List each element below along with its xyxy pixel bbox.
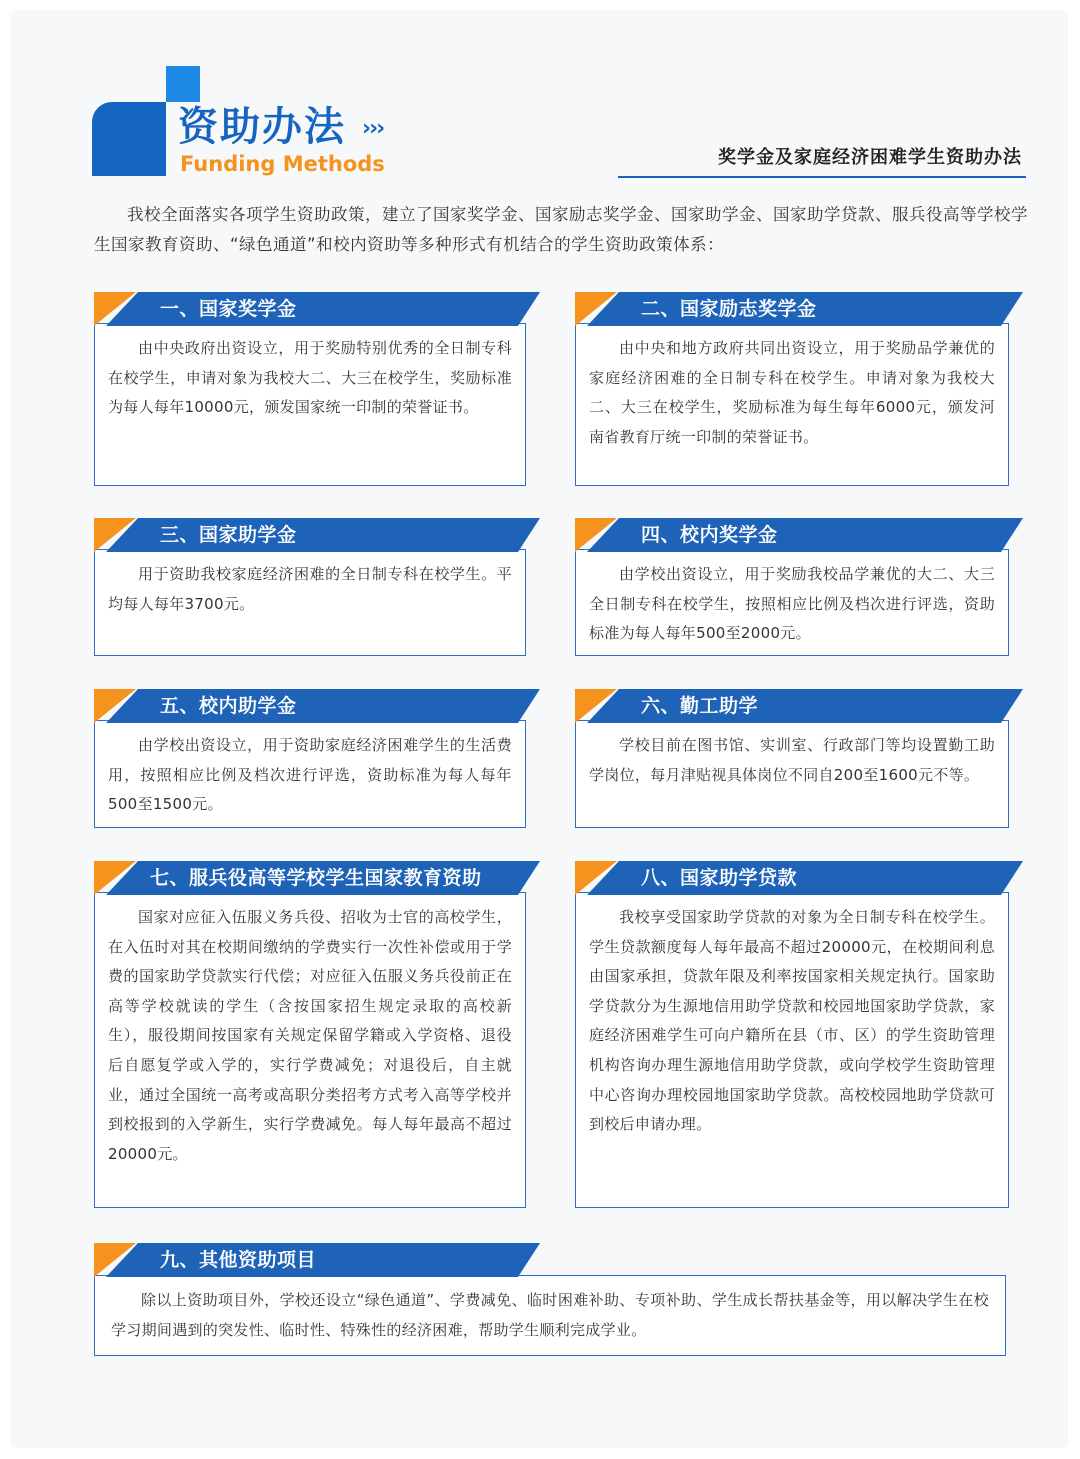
section-text: 学校目前在图书馆、实训室、行政部门等均设置勤工助学岗位，每月津贴视具体岗位不同自200至1600元不等。	[589, 736, 995, 784]
section-text: 由学校出资设立，用于资助家庭经济困难学生的生活费用，按照相应比例及档次进行评选，资助标准为每人每年500至1500元。	[108, 736, 512, 814]
section-title: 二、国家励志奖学金	[641, 298, 817, 320]
section-card	[575, 689, 1023, 828]
section-card	[94, 292, 540, 486]
section-body	[575, 323, 1009, 486]
section-text: 国家对应征入伍服义务兵役、招收为士官的高校学生，在入伍时对其在校期间缴纳的学费实行一次性补偿或用于学费的国家助学贷款实行代偿；对应征入伍服义务兵役前正在高等学校就读的学生（含按国家招生规定录取的高校新生），服役期间按国家有关规定保留学籍或入学资格、退役后自愿复学或入学的，实行学费减免；对退役后，自主就业，通过全国统一高考或高职分类招考方式考入高等学校并到校报到的入学新生，实行学费减免。每人每年最高不超过20000元。	[108, 908, 512, 1163]
section-card	[575, 518, 1023, 656]
section-header	[94, 518, 540, 552]
section-text: 由中央政府出资设立，用于奖励特别优秀的全日制专科在校学生，申请对象为我校大二、大三在校学生，奖励标准为每人每年10000元，颁发国家统一印制的荣誉证书。	[108, 339, 512, 417]
section-header	[94, 292, 540, 326]
section-body	[94, 549, 526, 656]
section-header	[575, 292, 1023, 326]
subtitle-underline	[618, 176, 1026, 178]
section-text: 由学校出资设立，用于奖励我校品学兼优的大二、大三全日制专科在校学生，按照相应比例及档次进行评选，资助标准为每人每年500至2000元。	[589, 565, 995, 643]
section-title: 五、校内助学金	[160, 695, 297, 717]
section-title: 九、其他资助项目	[160, 1249, 317, 1271]
header-accent-block	[92, 102, 172, 176]
section-title: 八、国家助学贷款	[641, 867, 798, 889]
section-title: 六、勤工助学	[641, 695, 759, 717]
page-title-english: Funding Methods	[180, 152, 385, 176]
section-text: 除以上资助项目外，学校还设立“绿色通道”、学费减免、临时困难补助、专项补助、学生成长帮扶基金等，用以解决学生在校学习期间遇到的突发性、临时性、特殊性的经济困难，帮助学生顺利完成学业。	[111, 1291, 989, 1339]
section-header	[575, 518, 1023, 552]
section-card	[94, 518, 540, 656]
section-card	[94, 689, 540, 828]
section-card	[575, 861, 1023, 1208]
section-text: 用于资助我校家庭经济困难的全日制专科在校学生。平均每人每年3700元。	[108, 565, 512, 613]
section-card	[575, 292, 1023, 486]
section-text: 由中央和地方政府共同出资设立，用于奖励品学兼优的家庭经济困难的全日制专科在校学生。申请对象为我校大二、大三在校学生，奖励标准为每生每年6000元，颁发河南省教育厅统一印制的荣誉证书。	[589, 339, 995, 446]
section-title: 三、国家助学金	[160, 524, 297, 546]
section-body	[575, 892, 1009, 1208]
section-text: 我校享受国家助学贷款的对象为全日制专科在校学生。学生贷款额度每人每年最高不超过20000元，在校期间利息由国家承担，贷款年限及利率按国家相关规定执行。国家助学贷款分为生源地信用助学贷款和校园地国家助学贷款，家庭经济困难学生可向户籍所在县（市、区）的学生资助管理机构咨询办理生源地信用助学贷款，或向学校学生资助管理中心咨询办理校园地国家助学贷款。高校校园地助学贷款可到校后申请办理。	[589, 908, 995, 1134]
section-card	[94, 861, 540, 1208]
section-card	[94, 1243, 1006, 1356]
section-body	[94, 1275, 1006, 1356]
page-subtitle: 奖学金及家庭经济困难学生资助办法	[718, 147, 1022, 168]
chevron-right-icon: ›››	[362, 116, 384, 141]
section-title: 一、国家奖学金	[160, 298, 297, 320]
intro-paragraph: 我校全面落实各项学生资助政策，建立了国家奖学金、国家励志奖学金、国家助学金、国家助学贷款、服兵役高等学校学生国家教育资助、“绿色通道”和校内资助等多种形式有机结合的学生资助政策体系：	[94, 205, 1028, 254]
section-body	[94, 892, 526, 1208]
section-title: 四、校内奖学金	[641, 524, 778, 546]
section-header	[575, 861, 1023, 895]
section-header	[575, 689, 1023, 723]
header-accent-square	[166, 66, 200, 104]
section-body	[575, 720, 1009, 828]
section-body	[575, 549, 1009, 656]
section-title: 七、服兵役高等学校学生国家教育资助	[150, 867, 482, 889]
section-body	[94, 720, 526, 828]
section-header	[94, 861, 540, 895]
section-header	[94, 689, 540, 723]
section-body	[94, 323, 526, 486]
page-title: 资助办法	[178, 104, 346, 150]
section-header	[94, 1243, 540, 1277]
